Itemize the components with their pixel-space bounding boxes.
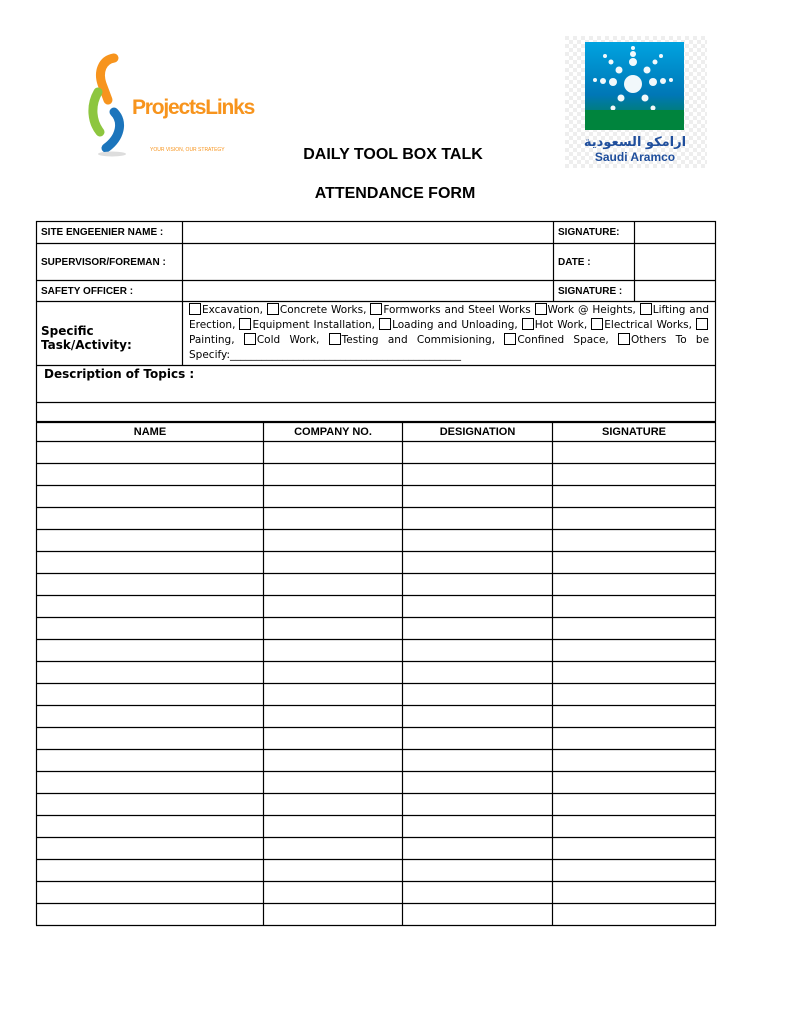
checkbox-formworks[interactable]	[370, 303, 382, 315]
description-label: Description of Topics :	[44, 367, 195, 381]
task-lifting: Lifting and Erection,	[189, 304, 710, 331]
company-no-cell[interactable]	[265, 861, 402, 881]
signature-cell[interactable]	[554, 817, 715, 837]
task-hot-work: Hot Work,	[534, 319, 588, 331]
signature-cell[interactable]	[554, 597, 715, 617]
checkbox-concrete-works[interactable]	[267, 303, 279, 315]
signature-cell[interactable]	[554, 707, 715, 727]
designation-cell[interactable]	[404, 729, 552, 749]
task-others: Others To be Specify:____________________________________________	[189, 334, 710, 361]
designation-cell[interactable]	[404, 465, 552, 485]
supervisor-label: SUPERVISOR/FOREMAN :	[41, 256, 166, 268]
signature-cell[interactable]	[554, 663, 715, 683]
company-no-cell[interactable]	[265, 795, 402, 815]
company-no-cell[interactable]	[265, 641, 402, 661]
task-electrical: Electrical Works,	[604, 319, 692, 331]
designation-cell[interactable]	[404, 685, 552, 705]
name-cell[interactable]	[38, 553, 263, 573]
name-cell[interactable]	[38, 531, 263, 551]
checkbox-lifting[interactable]	[640, 303, 652, 315]
task-label: Specific Task/Activity:	[41, 324, 132, 352]
task-excavation: Excavation,	[202, 304, 263, 316]
name-cell[interactable]	[38, 729, 263, 749]
designation-cell[interactable]	[404, 795, 552, 815]
company-no-cell[interactable]	[265, 685, 402, 705]
column-header-designation: DESIGNATION	[439, 426, 516, 438]
company-no-cell[interactable]	[265, 773, 402, 793]
safety-officer-field[interactable]	[183, 281, 553, 301]
supervisor-field[interactable]	[183, 244, 553, 280]
designation-cell[interactable]	[404, 663, 552, 683]
name-cell[interactable]	[38, 619, 263, 639]
checkbox-electrical[interactable]	[591, 318, 603, 330]
designation-cell[interactable]	[404, 773, 552, 793]
company-no-cell[interactable]	[265, 487, 402, 507]
name-cell[interactable]	[38, 905, 263, 925]
checkbox-cold-work[interactable]	[244, 333, 256, 345]
company-no-cell[interactable]	[265, 729, 402, 749]
safety-officer-label: SAFETY OFFICER :	[41, 285, 134, 297]
checkbox-others[interactable]	[618, 333, 630, 345]
signature-cell[interactable]	[554, 773, 715, 793]
name-cell[interactable]	[38, 487, 263, 507]
name-cell[interactable]	[38, 443, 263, 463]
company-no-cell[interactable]	[265, 553, 402, 573]
task-equipment-installation: Equipment Installation,	[252, 319, 376, 331]
task-confined-space: Confined Space,	[517, 334, 609, 346]
designation-cell[interactable]	[404, 443, 552, 463]
designation-cell[interactable]	[404, 883, 552, 903]
logo-name: ProjectsLinks	[132, 96, 255, 119]
task-options	[189, 303, 709, 363]
designation-cell[interactable]	[404, 817, 552, 837]
site-engineer-label: SITE ENGEENIER NAME :	[41, 227, 164, 238]
designation-cell[interactable]	[404, 531, 552, 551]
column-header-company-no: COMPANY NO.	[294, 426, 372, 438]
signature-cell[interactable]	[554, 905, 715, 925]
checkbox-confined-space[interactable]	[504, 333, 516, 345]
company-no-cell[interactable]	[265, 905, 402, 925]
name-cell[interactable]	[38, 465, 263, 485]
name-cell[interactable]	[38, 597, 263, 617]
name-cell[interactable]	[38, 707, 263, 727]
checkbox-painting[interactable]	[696, 318, 708, 330]
signature-cell[interactable]	[554, 751, 715, 771]
signature-cell[interactable]	[554, 729, 715, 749]
signature-label-2: SIGNATURE :	[558, 285, 623, 297]
designation-cell[interactable]	[404, 553, 552, 573]
company-no-cell[interactable]	[265, 465, 402, 485]
company-no-cell[interactable]	[265, 443, 402, 463]
signature-label-1: SIGNATURE:	[558, 227, 620, 238]
column-header-name: NAME	[133, 426, 167, 438]
company-no-cell[interactable]	[265, 817, 402, 837]
signature-cell[interactable]	[554, 641, 715, 661]
signature-cell[interactable]	[554, 883, 715, 903]
signature-cell[interactable]	[554, 443, 715, 463]
name-cell[interactable]	[38, 751, 263, 771]
name-cell[interactable]	[38, 663, 263, 683]
company-no-cell[interactable]	[265, 707, 402, 727]
checkbox-loading[interactable]	[379, 318, 391, 330]
designation-cell[interactable]	[404, 509, 552, 529]
description-field-2[interactable]	[37, 403, 715, 421]
name-cell[interactable]	[38, 509, 263, 529]
checkbox-hot-work[interactable]	[522, 318, 534, 330]
page-subtitle: ATTENDANCE FORM	[314, 185, 476, 202]
checkbox-equipment-installation[interactable]	[239, 318, 251, 330]
signature-cell[interactable]	[554, 509, 715, 529]
company-no-cell[interactable]	[265, 839, 402, 859]
checkbox-testing[interactable]	[329, 333, 341, 345]
name-cell[interactable]	[38, 795, 263, 815]
designation-cell[interactable]	[404, 839, 552, 859]
signature-cell[interactable]	[554, 839, 715, 859]
designation-cell[interactable]	[404, 575, 552, 595]
name-cell[interactable]	[38, 575, 263, 595]
designation-cell[interactable]	[404, 707, 552, 727]
company-no-cell[interactable]	[265, 883, 402, 903]
signature-cell[interactable]	[554, 795, 715, 815]
name-cell[interactable]	[38, 817, 263, 837]
signature-cell[interactable]	[554, 487, 715, 507]
designation-cell[interactable]	[404, 905, 552, 925]
signature-cell[interactable]	[554, 685, 715, 705]
site-engineer-signature-field[interactable]	[635, 222, 715, 243]
logo-tagline: YOUR VISION, OUR STRATEGY	[150, 147, 225, 153]
company-no-cell[interactable]	[265, 619, 402, 639]
designation-cell[interactable]	[404, 641, 552, 661]
signature-cell[interactable]	[554, 553, 715, 573]
signature-cell[interactable]	[554, 531, 715, 551]
task-loading: Loading and Unloading,	[392, 319, 518, 331]
name-cell[interactable]	[38, 773, 263, 793]
task-work-at-heights: Work @ Heights,	[547, 304, 636, 316]
name-cell[interactable]	[38, 641, 263, 661]
company-no-cell[interactable]	[265, 597, 402, 617]
column-header-signature: SIGNATURE	[602, 426, 666, 438]
checkbox-excavation[interactable]	[189, 303, 201, 315]
designation-cell[interactable]	[404, 597, 552, 617]
company-no-cell[interactable]	[265, 509, 402, 529]
date-field[interactable]	[635, 244, 715, 280]
signature-cell[interactable]	[554, 619, 715, 639]
signature-cell[interactable]	[554, 575, 715, 595]
date-label: DATE :	[558, 256, 591, 268]
designation-cell[interactable]	[404, 487, 552, 507]
task-testing: Testing and Commisioning,	[341, 334, 496, 346]
task-cold-work: Cold Work,	[256, 334, 320, 346]
site-engineer-field[interactable]	[183, 222, 553, 243]
designation-cell[interactable]	[404, 861, 552, 881]
signature-cell[interactable]	[554, 861, 715, 881]
name-cell[interactable]	[38, 839, 263, 859]
company-no-cell[interactable]	[265, 531, 402, 551]
task-painting: Painting,	[189, 334, 235, 346]
company-no-cell[interactable]	[265, 575, 402, 595]
signature-cell[interactable]	[554, 465, 715, 485]
company-no-cell[interactable]	[265, 751, 402, 771]
designation-cell[interactable]	[404, 751, 552, 771]
name-cell[interactable]	[38, 861, 263, 881]
safety-officer-signature-field[interactable]	[635, 281, 715, 301]
name-cell[interactable]	[38, 883, 263, 903]
name-cell[interactable]	[38, 685, 263, 705]
page-title: DAILY TOOL BOX TALK	[303, 146, 483, 163]
task-concrete-works: Concrete Works,	[279, 304, 367, 316]
description-field[interactable]	[37, 384, 715, 402]
company-no-cell[interactable]	[265, 663, 402, 683]
task-formworks: Formworks and Steel Works	[383, 304, 531, 316]
checkbox-work-at-heights[interactable]	[535, 303, 547, 315]
aramco-arabic-text: ارامكو السعودية	[583, 135, 687, 150]
designation-cell[interactable]	[404, 619, 552, 639]
aramco-english-text: Saudi Aramco	[594, 150, 676, 164]
